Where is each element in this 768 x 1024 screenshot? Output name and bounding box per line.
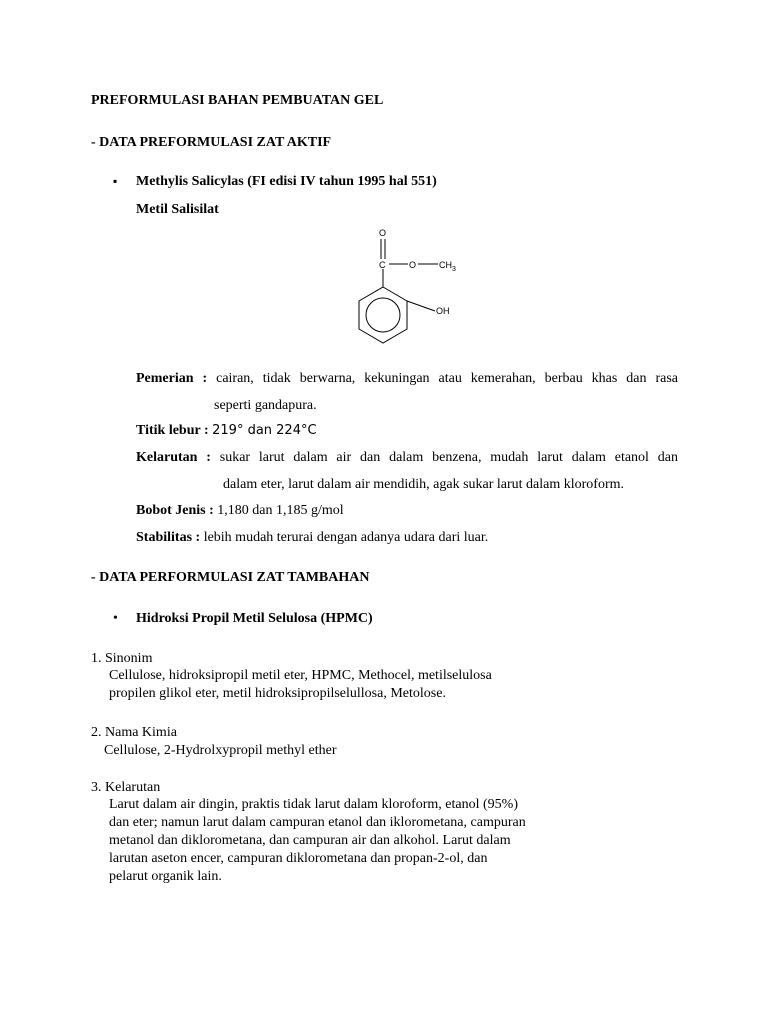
active-substance-name: Methylis Salicylas (FI edisi IV tahun 1995 hal 551) (136, 174, 437, 189)
active-substance-alias: Metil Salisilat (136, 202, 219, 217)
hydroxyl-group-label: OH (436, 306, 450, 316)
hpmc-kelarutan-text-1: Larut dalam air dingin, praktis tidak larut dalam kloroform, etanol (95%) (109, 797, 518, 812)
kelarutan-line-1 (136, 450, 678, 466)
methyl-group-label: $CH_3$ (439, 260, 456, 273)
hpmc-kelarutan-text-2: dan eter; namun larut dalam campuran etanol dan iklorometana, campuran (109, 815, 526, 830)
kelarutan-heading: 3. Kelarutan (91, 780, 161, 795)
pemerian-line-1 (136, 371, 678, 387)
bobot-jenis-value: 1,180 dan 1,185 g/mol (217, 503, 344, 518)
sinonim-text-2: propilen glikol eter, metil hidroksipropilselullosa, Metolose. (109, 686, 446, 701)
titik-lebur-label: Titik lebur : (136, 423, 209, 438)
kelarutan-text-2: dalam eter, larut dalam air mendidih, agak sukar larut dalam kloroform. (223, 477, 625, 492)
additive-substance-name: Hidroksi Propil Metil Selulosa (HPMC) (136, 611, 373, 626)
atom-oxygen-ester: O (409, 260, 417, 270)
square-bullet-icon: ▪ (113, 174, 118, 188)
pemerian-label: Pemerian : (136, 371, 208, 386)
hpmc-kelarutan-text-4: larutan aseton encer, campuran diklorometana dan propan-2-ol, dan (109, 851, 488, 866)
stabilitas-label: Stabilitas : (136, 530, 201, 545)
stabilitas-value: lebih mudah terurai dengan adanya udara dari luar. (203, 530, 489, 545)
titik-lebur-value: 219° dan 224°C (212, 423, 317, 438)
kelarutan-text-1: sukar larut dalam air dan dalam benzena, mudah larut dalam etanol dan (219, 450, 678, 465)
pemerian-text-1: cairan, tidak berwarna, kekuningan atau kemerahan, berbau khas dan rasa (216, 371, 678, 386)
sinonim-text-1: Cellulose, hidroksipropil metil eter, HPMC, Methocel, metilselulosa (109, 668, 492, 683)
aromatic-circle (366, 298, 400, 332)
methyl-salicylate-structure-diagram (340, 225, 470, 360)
section-heading-additive: - DATA PERFORMULASI ZAT TAMBAHAN (91, 570, 370, 585)
document-title: PREFORMULASI BAHAN PEMBUATAN GEL (91, 93, 384, 108)
atom-carbon: C (379, 260, 386, 270)
pemerian-text-2: seperti gandapura. (214, 398, 317, 413)
atom-oxygen-carbonyl: O (379, 228, 387, 238)
section-heading-active: - DATA PREFORMULASI ZAT AKTIF (91, 135, 332, 150)
hpmc-kelarutan-text-3: metanol dan diklorometana, dan campuran air dan alkohol. Larut dalam (109, 833, 511, 848)
bobot-jenis-label: Bobot Jenis : (136, 503, 214, 518)
bobot-jenis-line (136, 503, 344, 519)
titik-lebur-line (136, 423, 317, 439)
sinonim-heading: 1. Sinonim (91, 651, 153, 666)
nama-kimia-heading: 2. Nama Kimia (91, 725, 177, 740)
round-bullet-icon: • (113, 611, 118, 626)
nama-kimia-text: Cellulose, 2-Hydrolxypropil methyl ether (104, 743, 337, 758)
kelarutan-label: Kelarutan : (136, 450, 211, 465)
hpmc-kelarutan-text-5: pelarut organik lain. (109, 869, 222, 884)
stabilitas-line (136, 530, 488, 546)
